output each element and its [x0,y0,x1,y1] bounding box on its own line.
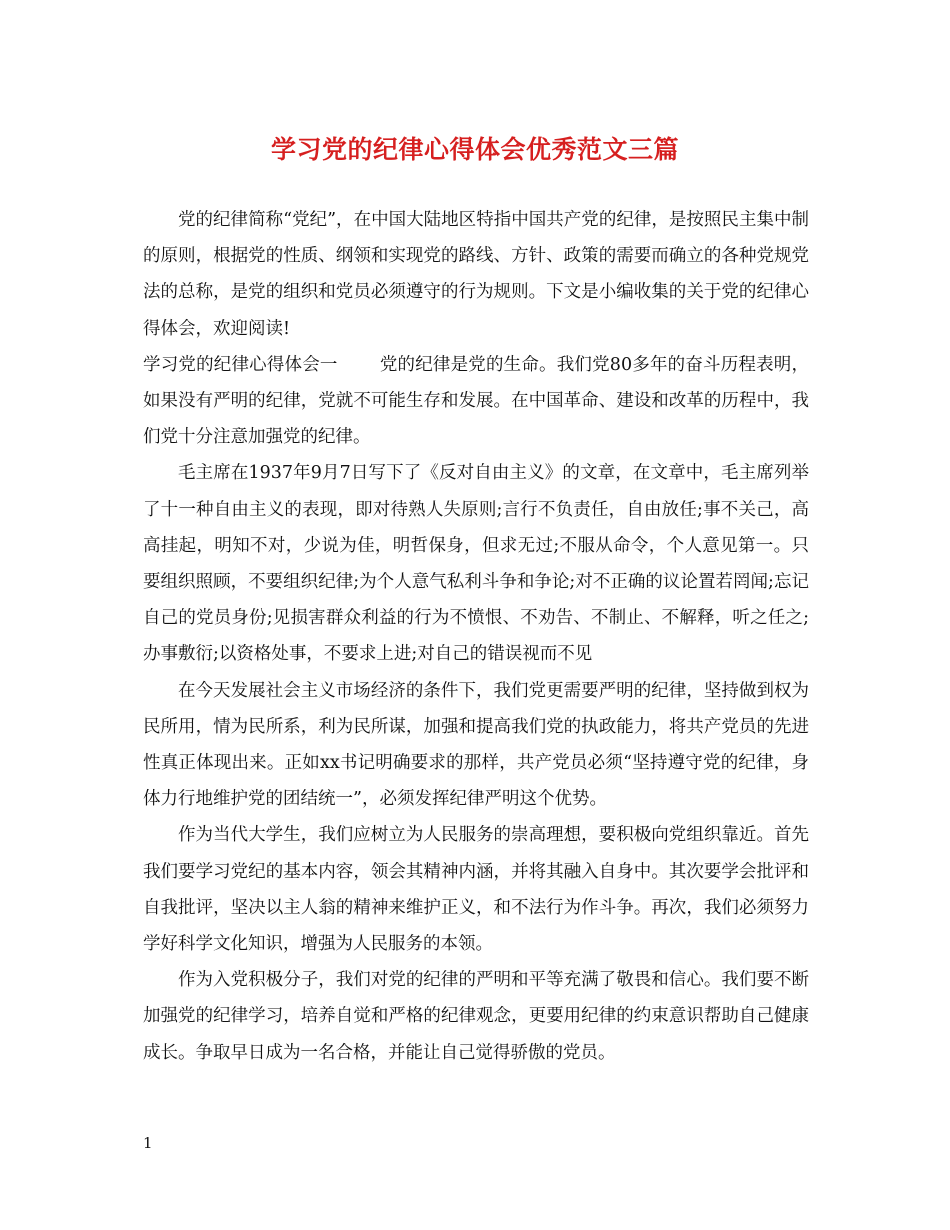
document-title: 学习党的纪律心得体会优秀范文三篇 [270,135,679,164]
section-one-heading: 学习党的纪律心得体会一 [143,354,338,375]
intro-paragraph: 党的纪律简称“党纪”，在中国大陆地区特指中国共产党的纪律，是按照民主集中制的原则，根据党的性质、纲领和实现党的路线、方针、政策的需要而确立的各种党规党法的总称，是党的组织和党员必须遵守的行为规则。下文是小编收集的关于党的纪律心得体会，欢迎阅读! [143,210,809,339]
market-economy-paragraph: 在今天发展社会主义市场经济的条件下，我们党更需要严明的纪律，坚持做到权为民所用，情为民所系，利为民所谋，加强和提高我们党的执政能力，将共产党员的先进性真正体现出来。正如xx书记明确要求的那样，共产党员必须“坚持遵守党的纪律，身体力行地维护党的团结统一”，必须发挥纪律严明这个优势。 [143,680,809,810]
page-number: 1 [143,1134,153,1152]
document-body [143,202,809,1071]
mao-paragraph: 毛主席在1937年9月7日写下了《反对自由主义》的文章，在文章中，毛主席列举了十一种自由主义的表现，即对待熟人失原则;言行不负责任，自由放任;事不关己，高高挂起，明知不对，少说为佳，明哲保身，但求无过;不服从命令，个人意见第一。只要组织照顾，不要组织纪律;为个人意气私利斗争和争论;对不正确的议论置若罔闻;忘记自己的党员身份;见损害群众利益的行为不愤恨、不劝告、不制止、不解释，听之任之;办事敷衍;以资格处事，不要求上进;对自己的错误视而不见 [143,463,809,665]
college-student-paragraph: 作为当代大学生，我们应树立为人民服务的崇高理想，要积极向党组织靠近。首先我们要学习党纪的基本内容，领会其精神内涵，并将其融入自身中。其次要学会批评和自我批评，坚决以主人翁的精神来维护正义，和不法行为作斗争。再次，我们必须努力学好科学文化知识，增强为人民服务的本领。 [143,825,809,955]
section-one-text: 党的纪律是党的生命。我们党80多年的奋斗历程表明，如果没有严明的纪律，党就不可能生存和发展。在中国革命、建设和改革的历程中，我们党十分注意加强党的纪律。 [143,354,809,448]
activist-paragraph: 作为入党积极分子，我们对党的纪律的严明和平等充满了敬畏和信心。我们要不断加强党的纪律学习，培养自觉和严格的纪律观念，更要用纪律的约束意识帮助自己健康成长。争取早日成为一名合格，并能让自己觉得骄傲的党员。 [143,970,809,1063]
section-one-paragraph [143,347,809,456]
